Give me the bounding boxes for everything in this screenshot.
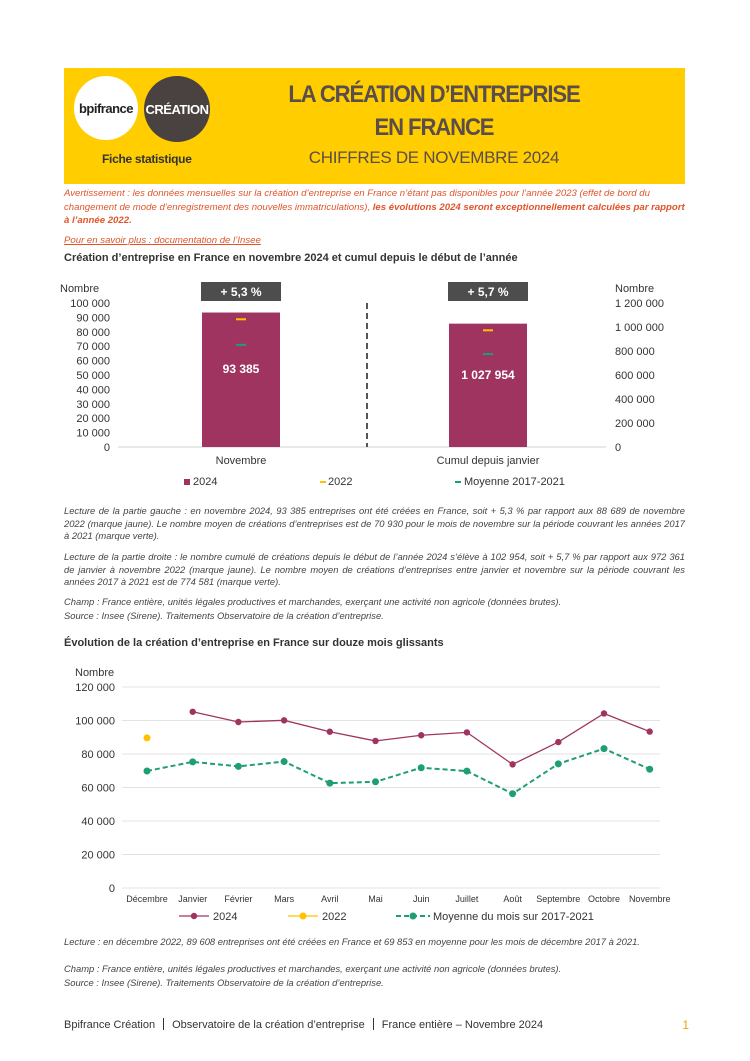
chart2-category-label: Juin bbox=[412, 894, 430, 904]
chart1-ytick-left: 90 000 bbox=[76, 312, 110, 325]
chart2-ytick: 120 000 bbox=[75, 682, 115, 694]
chart2-point-2024 bbox=[327, 729, 333, 735]
chart1-ytick-right: 400 000 bbox=[615, 394, 655, 406]
chart1-ytick-left: 70 000 bbox=[76, 341, 110, 354]
chart2-point-average bbox=[418, 764, 425, 771]
footer-part3: France entière – Novembre 2024 bbox=[381, 1019, 544, 1031]
chart1-ytick-left: 0 bbox=[103, 442, 110, 454]
chart1-bar-chart bbox=[60, 276, 690, 496]
footer-separator bbox=[163, 1018, 164, 1030]
creation-logo-text: CRÉATION bbox=[145, 101, 209, 117]
chart2-point-2024 bbox=[647, 728, 653, 734]
bpifrance-logo-text: bpifrance bbox=[78, 100, 133, 116]
chart1-ytick-right: 800 000 bbox=[615, 346, 655, 358]
chart2-category-label: Mars bbox=[274, 894, 295, 904]
footer-separator bbox=[373, 1018, 374, 1030]
chart1-champ: Champ : France entière, unités légales productives et marchandes, exerçant une activité non agricole (données brutes). bbox=[64, 596, 562, 607]
chart2-point-average bbox=[463, 768, 470, 775]
chart1-category-label: Cumul depuis janvier bbox=[436, 455, 540, 467]
chart2-ytick: 80 000 bbox=[81, 749, 115, 761]
insee-documentation-link[interactable]: Pour en savoir plus : documentation de l’Insee bbox=[64, 235, 261, 246]
chart2-ylabel: Nombre bbox=[75, 667, 115, 679]
chart1-ytick-left: 60 000 bbox=[76, 355, 110, 368]
chart1-ytick-left: 50 000 bbox=[76, 370, 110, 382]
chart1-bar-2024 bbox=[449, 324, 527, 447]
warning-text bbox=[64, 187, 685, 228]
footer bbox=[64, 1018, 689, 1031]
chart2-point-2024 bbox=[235, 719, 241, 725]
chart2-ytick: 100 000 bbox=[75, 715, 115, 728]
chart2-point-average bbox=[189, 758, 196, 765]
chart2-category-label: Septembre bbox=[536, 894, 581, 904]
chart2-legend-2024: 2024 bbox=[213, 911, 238, 923]
chart1-ylabel-right: Nombre bbox=[615, 283, 655, 295]
chart1-ytick-left: 80 000 bbox=[76, 326, 110, 339]
chart2-ytick: 20 000 bbox=[81, 849, 115, 862]
chart1-bar-2024 bbox=[202, 313, 280, 447]
chart2-category-label: Août bbox=[503, 894, 522, 904]
chart2-category-label: Avril bbox=[321, 894, 339, 904]
bpifrance-logo bbox=[74, 76, 138, 140]
chart1-ytick-right: 0 bbox=[615, 442, 622, 454]
chart1-ytick-left: 20 000 bbox=[76, 413, 110, 426]
chart2-point-average bbox=[601, 745, 608, 752]
chart2-point-2024 bbox=[418, 732, 424, 738]
chart1-growth-badge: + 5,3 % bbox=[220, 285, 262, 299]
chart2-point-average bbox=[326, 780, 333, 787]
chart1-legend-2024-swatch bbox=[184, 479, 190, 485]
chart2-point-average bbox=[509, 790, 516, 797]
chart2-point-2024 bbox=[601, 710, 607, 716]
chart2-point-2024 bbox=[190, 709, 196, 715]
chart2-category-label: Juillet bbox=[455, 894, 479, 904]
chart1-lecture-left: Lecture de la partie gauche : en novembre 2024, 93 385 entreprises ont été créées en France, soit + 5,3 % par rapport aux 88 689 de novembre 2022 (marque jaune). Le nombre moyen de créations d’entreprises est de 70 930 pour le mois de novembre sur la période couvrant les années 2017 à 2021 (marque verte). bbox=[64, 505, 685, 541]
chart1-lecture-right: Lecture de la partie droite : le nombre cumulé de créations depuis le début de l’année 2024 s’élève à 102 954, soit + 5,7 % par rapport aux 972 361 de janvier à novembre 2022 (marque jaune). Le nombre moyen de créations d’entreprises entre janvier et novembre sur la période couvrant les années 2017 à 2021 est de 774 581 (marque verte). bbox=[64, 551, 685, 587]
chart1-ytick-right: 600 000 bbox=[615, 370, 655, 382]
chart2-point-average bbox=[555, 760, 562, 767]
chart2-legend-average-marker bbox=[410, 913, 417, 920]
chart2-point-2024 bbox=[281, 717, 287, 723]
chart2-legend-2024-marker bbox=[191, 913, 197, 919]
chart2-category-label: Décembre bbox=[126, 894, 168, 904]
chart2-point-average bbox=[235, 763, 242, 770]
chart2-lecture: Lecture : en décembre 2022, 89 608 entreprises ont été créées en France et 69 853 en moyenne pour les mois de décembre 2017 à 2021. bbox=[64, 936, 640, 947]
chart1-legend-2022: 2022 bbox=[328, 476, 353, 488]
chart1-legend-2024: 2024 bbox=[193, 476, 218, 488]
chart1-bar-label: 93 385 bbox=[222, 362, 260, 377]
chart1-ytick-right: 200 000 bbox=[615, 418, 655, 430]
chart1-ylabel-left: Nombre bbox=[60, 283, 100, 295]
footer-part1: Bpifrance Création bbox=[64, 1019, 156, 1031]
chart1-ytick-left: 10 000 bbox=[76, 427, 110, 440]
chart2-line-chart bbox=[60, 660, 690, 930]
chart2-category-label: Mai bbox=[368, 894, 383, 904]
chart1-bar-label: 1 027 954 bbox=[461, 368, 515, 383]
chart2-category-label: Janvier bbox=[178, 894, 208, 904]
chart1-title: Création d’entreprise en France en novembre 2024 et cumul depuis le début de l’année bbox=[64, 252, 518, 264]
footer-part2: Observatoire de la création d’entreprise bbox=[172, 1019, 365, 1031]
chart2-point-2024 bbox=[372, 738, 378, 744]
chart2-point-2022 bbox=[144, 734, 151, 741]
chart1-ytick-right: 1 200 000 bbox=[615, 298, 664, 310]
chart2-point-average bbox=[372, 778, 379, 785]
chart1-source: Source : Insee (Sirene). Traitements Observatoire de la création d’entreprise. bbox=[64, 610, 384, 621]
chart2-category-label: Octobre bbox=[587, 894, 621, 904]
chart2-line-average bbox=[147, 749, 650, 794]
warning-text-regular: Avertissement : les données mensuelles sur la création d’entreprise en France n’étant pas disponibles pour l’année 2023 (effet de bord du changement de mode d’enregistrement des nouvelles immatriculations), bbox=[64, 188, 650, 213]
chart1-legend-average: Moyenne 2017-2021 bbox=[464, 476, 565, 488]
chart2-ytick: 40 000 bbox=[81, 816, 115, 828]
page-number: 1 bbox=[682, 1018, 689, 1032]
chart2-point-average bbox=[144, 767, 151, 774]
chart2-point-2024 bbox=[509, 761, 515, 767]
chart2-legend-2022: 2022 bbox=[322, 911, 347, 923]
chart2-point-2024 bbox=[555, 739, 561, 745]
chart2-ytick: 0 bbox=[108, 883, 115, 895]
chart1-ytick-left: 30 000 bbox=[76, 398, 110, 411]
chart2-legend-average: Moyenne du mois sur 2017-2021 bbox=[433, 911, 594, 923]
chart2-point-2024 bbox=[464, 729, 470, 735]
header-banner bbox=[64, 68, 685, 184]
page-title-line2: EN FRANCE bbox=[374, 114, 494, 141]
chart2-category-label: Novembre bbox=[628, 894, 671, 904]
page-subtitle: CHIFFRES DE NOVEMBRE 2024 bbox=[308, 148, 560, 167]
chart2-source: Source : Insee (Sirene). Traitements Observatoire de la création d’entreprise. bbox=[64, 977, 384, 988]
chart2-champ: Champ : France entière, unités légales productives et marchandes, exerçant une activité non agricole (données brutes). bbox=[64, 963, 562, 974]
chart2-category-label: Février bbox=[224, 894, 253, 904]
chart1-ytick-right: 1 000 000 bbox=[615, 322, 664, 334]
creation-logo bbox=[144, 76, 210, 142]
chart1-ytick-left: 40 000 bbox=[76, 384, 110, 397]
chart1-ytick-left: 100 000 bbox=[70, 298, 110, 310]
chart1-category-label: Novembre bbox=[215, 455, 267, 467]
chart1-growth-badge: + 5,7 % bbox=[467, 285, 509, 299]
chart2-point-average bbox=[646, 766, 653, 773]
warning-text-bold: les évolutions 2024 seront exceptionnellement calculées par rapport à l’année 2022. bbox=[64, 201, 685, 226]
chart2-point-average bbox=[281, 758, 288, 765]
page-title-line1: LA CRÉATION D’ENTREPRISE bbox=[288, 81, 580, 108]
chart2-title: Évolution de la création d’entreprise en France sur douze mois glissants bbox=[64, 637, 444, 649]
chart2-legend-2022-marker bbox=[300, 913, 307, 920]
fiche-label: Fiche statistique bbox=[102, 152, 192, 166]
chart2-ytick: 60 000 bbox=[81, 782, 115, 795]
